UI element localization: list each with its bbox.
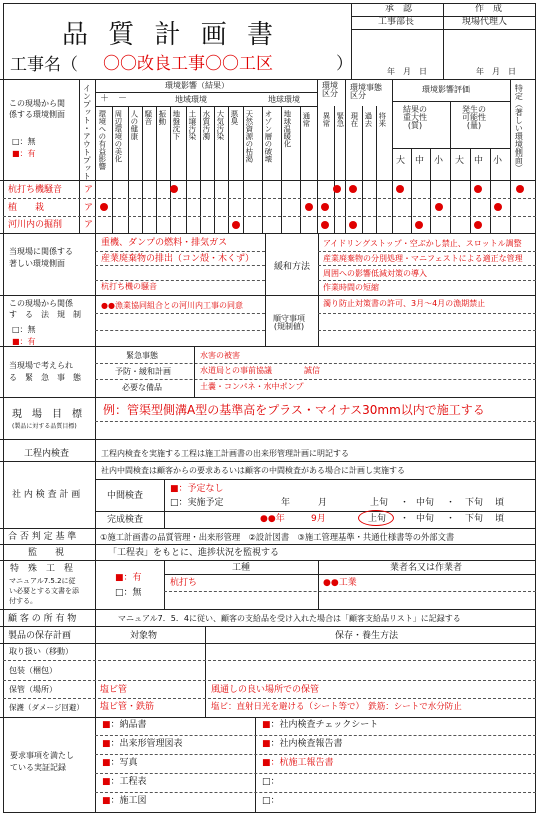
matrix-column-header: 緊急 — [335, 112, 345, 127]
goal-sep — [95, 397, 96, 439]
approval-divider-mid — [443, 3, 444, 79]
matrix-column-header: 振動 — [157, 110, 167, 125]
env-row-io-2: ア — [84, 220, 94, 230]
record-mark: ■ — [262, 720, 271, 730]
matrix-grid-line — [362, 106, 363, 233]
sig-mid-sep2 — [318, 233, 319, 295]
storage-sep2 — [205, 626, 206, 717]
law-dash-1 — [95, 313, 265, 314]
env-dot — [170, 185, 178, 193]
storage-row-label-2: 保管（場所） — [9, 685, 57, 694]
procedure-label: 順守事項 (規制値) — [273, 314, 305, 331]
internal-top: 社内中間検査は顧客からの要求あるいは顧客の中間検査がある場合に計画し実施する — [101, 466, 405, 475]
criteria-sep — [95, 528, 96, 544]
criteria-label: 合 否 判 定 基 準 — [8, 532, 77, 542]
matrix-column-header: 地球温暖化 — [282, 110, 292, 148]
process-label: 工程内検査 — [24, 449, 70, 459]
approval-divider-left — [351, 3, 352, 79]
final-month: 9月 — [311, 514, 326, 524]
special-sep2 — [164, 560, 165, 609]
matrix-grid-line — [490, 148, 491, 233]
mid-part-4: 下旬 — [465, 498, 484, 508]
special-note-1: マニュアル7.5.2に従 — [9, 577, 76, 585]
storage-head-line — [0, 643, 536, 644]
sig-item-2: 杭打ち機の騒音 — [101, 282, 157, 291]
sig-item-1: 産業廃棄物の排出（コン殻・木くず） — [101, 254, 255, 264]
creation-date: 年 月 日 — [476, 67, 516, 76]
mit-dash-2 — [318, 265, 536, 266]
goal-label: 現 場 目 標 — [12, 409, 82, 420]
creator-label: 現場代理人 — [462, 17, 508, 27]
env-global: 地球環境 — [268, 95, 300, 104]
record-text: ：施工図 — [110, 796, 147, 806]
env-likelihood: 発生の 可能性 (量) — [462, 105, 486, 130]
env-dot — [516, 185, 524, 193]
special-work: 杭打ち — [170, 578, 198, 588]
final-part-0: 上旬 — [368, 514, 387, 524]
special-none: □：無 — [115, 588, 142, 598]
sig-dash-1 — [95, 251, 265, 252]
record-text: ：納品書 — [110, 720, 147, 730]
record-mark: ■ — [102, 777, 111, 787]
emg-left-sep — [95, 346, 96, 397]
matrix-column-header: 地盤沈下 — [171, 110, 181, 140]
records-left-4 — [102, 797, 147, 806]
goal-bottom — [0, 439, 536, 440]
matrix-grid-line — [156, 106, 157, 233]
matrix-column-header: 環境への有益影響 — [97, 110, 107, 170]
env-scale-line — [392, 148, 510, 149]
final-part-3: ・ — [446, 514, 456, 524]
law-mid-sep2 — [318, 295, 319, 346]
env-special: 特定（著しい環境側面） — [514, 84, 524, 172]
matrix-column-header: 人の健康 — [129, 110, 139, 140]
record-text: ：杭施工報告書 — [270, 758, 334, 768]
record-mark: ■ — [102, 758, 111, 768]
env-col-sep-3 — [392, 79, 393, 233]
mitigation-1: 産業廃棄物の分別処理・マニフェストによる適正な管理 — [323, 254, 523, 263]
storage-dash-1 — [3, 660, 536, 661]
env-regulation: 環境事態 区分 — [350, 83, 382, 100]
process-text: 工程内検査を実施する工程は施工計画書の出来形管理計画に明記する — [101, 449, 349, 458]
scale-2: 小 — [434, 156, 444, 166]
sig-label-2: 著しい環境側面 — [9, 259, 65, 268]
env-dot — [474, 221, 482, 229]
record-text: ： — [270, 777, 280, 787]
final-inspection-label: 完成検査 — [107, 515, 144, 525]
env-row-name-1: 植 栽 — [8, 203, 45, 213]
storage-row-method-2: 風通しの良い場所での保管 — [211, 685, 320, 695]
mitigation-0: アイドリングストップ・空ぶかし禁止、スロットル調整 — [323, 239, 522, 248]
matrix-column-header: 天然資源の枯渇 — [244, 110, 254, 163]
goal-sub: (製品に対する品質目標) — [12, 423, 77, 430]
final-part-5: 頃 — [495, 514, 505, 524]
matrix-column-header: 過去 — [363, 112, 373, 127]
env-dot — [396, 185, 404, 193]
env-rows-bottom — [0, 233, 536, 234]
mit-dash-1 — [318, 251, 536, 252]
mit-dash-3 — [318, 280, 536, 281]
env-side-title-2: 係する環境側面 — [9, 110, 65, 119]
record-text: ：写真 — [110, 758, 138, 768]
criteria-bottom — [0, 544, 536, 545]
customer-label: 顧 客 の 所 有 物 — [8, 614, 77, 624]
final-year: ●●年 — [260, 514, 285, 524]
matrix-grid-line — [214, 106, 215, 233]
env-side-title-1: この現場から関 — [9, 99, 65, 108]
env-rows-top — [0, 180, 536, 181]
storage-col2: 保存・養生方法 — [335, 631, 399, 641]
law-left-sep — [95, 295, 96, 346]
records-right-4 — [262, 797, 280, 806]
env-severity: 結果の 重大性 (質) — [403, 105, 427, 130]
project-name: 〇〇改良工事〇〇工区 — [103, 54, 273, 74]
records-sep2 — [255, 717, 256, 813]
matrix-grid-line — [128, 106, 129, 233]
matrix-grid-line — [300, 106, 301, 233]
storage-row-label-3: 保護（ダメージ回避） — [9, 703, 84, 712]
env-assessment-line — [392, 101, 510, 102]
emg-item-0: 水害の被害 — [200, 351, 240, 360]
record-mark: ■ — [102, 739, 111, 749]
env-dot — [349, 185, 357, 193]
matrix-grid-line — [334, 106, 335, 233]
record-mark: ■ — [102, 796, 111, 806]
matrix-grid-line — [142, 106, 143, 233]
mid-part-2: 中旬 — [416, 498, 435, 508]
special-sep3 — [318, 560, 319, 609]
env-row-name-2: 河川内の掘削 — [8, 220, 63, 230]
env-col-sep-1 — [317, 79, 318, 233]
internal-sep — [95, 461, 96, 528]
proc-dash-1 — [318, 313, 536, 314]
storage-bottom — [0, 717, 536, 718]
records-left-2 — [102, 759, 138, 768]
records-dash-4 — [95, 792, 536, 793]
storage-row-method-3: 塩ビ：直射日光を避ける（シート等で） 鉄筋：シートで水分防止 — [211, 702, 462, 712]
env-cat: 環境 区分 — [322, 81, 338, 98]
env-col-io-right — [95, 79, 96, 233]
law-bottom — [0, 346, 536, 347]
env-side-none: □：無 — [12, 137, 36, 146]
env-col-io-left — [79, 79, 80, 233]
env-col-sep-5 — [510, 79, 511, 233]
scale-1: 中 — [415, 156, 425, 166]
internal-mid-line — [95, 511, 536, 512]
env-dot — [232, 221, 240, 229]
emg-sub-1: 予防・緩和計画 — [115, 367, 171, 376]
record-text: ： — [270, 796, 280, 806]
storage-sep1 — [95, 626, 96, 717]
records-dash-2 — [95, 754, 536, 755]
special-bottom — [0, 609, 536, 610]
emg-mid-sep — [194, 346, 195, 397]
matrix-grid-line — [470, 148, 471, 233]
env-dot — [474, 185, 482, 193]
scale-4: 中 — [474, 156, 484, 166]
approval-label: 承 認 — [385, 4, 413, 14]
storage-dash-3 — [3, 698, 536, 699]
matrix-grid-line — [112, 106, 113, 233]
env-row-sep-1 — [3, 198, 536, 199]
record-text: ：出来形管理図表 — [110, 739, 183, 749]
customer-sep — [95, 609, 96, 626]
emg-bottom — [0, 397, 536, 398]
record-mark: ■ — [102, 720, 111, 730]
goal-text: 例：管渠型側溝A型の基準高をプラス・マイナス30mm以内で施工する — [103, 403, 485, 417]
procedure-text: 濁り防止対策書の許可、3月～4月の漁期禁止 — [323, 299, 486, 308]
matrix-grid-line — [262, 106, 263, 233]
special-yes: ■：有 — [115, 573, 142, 583]
creation-label: 作 成 — [475, 4, 503, 14]
emg-sub-0: 緊急事態 — [126, 351, 158, 360]
matrix-grid-line — [411, 148, 412, 233]
storage-label: 製品の保存計画 — [8, 631, 72, 641]
mid-part-3: ・ — [446, 498, 456, 508]
matrix-grid-line — [170, 106, 171, 233]
records-right-1 — [262, 740, 343, 749]
records-label-1: 要求事項を満たし — [10, 751, 74, 760]
scale-3: 大 — [455, 156, 465, 166]
mitigation-3: 作業時間の短縮 — [323, 283, 379, 292]
emg-sub-2: 必要な備品 — [122, 383, 162, 392]
sig-mid-sep — [265, 233, 266, 295]
env-dot — [435, 203, 443, 211]
env-impact-header: 環境影響（結果） — [165, 81, 229, 90]
records-left-0 — [102, 721, 147, 730]
final-part-4: 下旬 — [465, 514, 484, 524]
env-dot — [305, 203, 313, 211]
mid-plan-do: □：実施予定 — [170, 498, 224, 508]
mitigation-2: 周囲への影響低減対策の導入 — [323, 269, 427, 278]
env-side-yes: ■：有 — [12, 149, 36, 158]
env-dot — [415, 221, 423, 229]
special-sep — [95, 560, 96, 609]
emg-item-1: 水道局との事前協議 誠信 — [200, 366, 320, 375]
mid-part-5: 頃 — [495, 498, 505, 508]
record-text: ：社内検査チェックシート — [270, 720, 379, 730]
customer-bottom — [0, 626, 536, 627]
matrix-grid-line — [228, 106, 229, 233]
special-col2: 業者名又は作業者 — [390, 563, 463, 573]
sig-label-1: 当現場に関係する — [9, 247, 73, 256]
mid-part-0: 上旬 — [370, 498, 389, 508]
records-label-2: ている実証記録 — [10, 763, 66, 772]
matrix-grid-line — [376, 106, 377, 233]
env-row-name-0: 杭打ち機騒音 — [8, 185, 63, 195]
env-col-sep-2 — [345, 79, 346, 233]
env-ground: 地域環境 — [175, 95, 207, 104]
emergency-label-1: 当現場で考えられ — [9, 361, 73, 370]
record-mark: ■ — [262, 758, 271, 768]
storage-col1: 対象物 — [130, 631, 158, 641]
matrix-grid-line — [243, 106, 244, 233]
record-mark: ■ — [262, 739, 271, 749]
env-dot — [100, 203, 108, 211]
record-mark: □ — [262, 777, 271, 787]
mid-inspection-label: 中間検査 — [107, 491, 144, 501]
law-item: ●●漁業協同組合との河川内工事の同意 — [101, 301, 243, 310]
records-right-3 — [262, 778, 280, 787]
records-dash-1 — [95, 735, 536, 736]
matrix-column-header: 将来 — [377, 112, 387, 127]
goal-dash — [95, 421, 536, 422]
monitor-bottom — [0, 560, 536, 561]
emergency-label-2: る 緊 急 事 態 — [9, 373, 81, 382]
monitor-text: 「工程表」をもとに、進捗状況を監視する — [108, 548, 280, 558]
sig-dash-2 — [95, 265, 265, 266]
internal-label: 社 内 検 査 計 画 — [12, 490, 81, 500]
records-dash-3 — [95, 773, 536, 774]
storage-dash-2 — [3, 680, 536, 681]
internal-top-line — [95, 479, 536, 480]
storage-row-obj-2: 塩ビ管 — [100, 685, 128, 695]
law-yes: ■：有 — [12, 337, 36, 346]
matrix-grid-line — [200, 106, 201, 233]
law-label-1: この現場から関係 — [9, 299, 73, 308]
matrix-column-header: オゾン層の破壊 — [263, 110, 273, 163]
project-label: 工事名（ — [10, 55, 78, 75]
sig-dash-3 — [95, 280, 265, 281]
scale-0: 大 — [396, 156, 406, 166]
final-part-2: 中旬 — [416, 514, 435, 524]
mid-month: 月 — [318, 498, 328, 508]
env-dot — [494, 203, 502, 211]
law-mid-sep — [265, 295, 266, 346]
special-label: 特 殊 工 程 — [10, 564, 74, 574]
special-dash-1 — [164, 591, 536, 592]
monitor-label: 監 視 — [28, 548, 65, 558]
env-dot — [349, 221, 357, 229]
records-right-2 — [262, 759, 334, 768]
env-dot — [333, 185, 341, 193]
special-note-2: い必要とする文書を添 — [9, 587, 79, 595]
records-left-1 — [102, 740, 183, 749]
monitor-sep — [95, 544, 96, 560]
criteria-text: ①施工計画書の品質管理・出来形管理 ②設計図書 ③施工管理基準・共通仕様書等の外部文書 — [100, 532, 455, 542]
records-left-3 — [102, 778, 147, 787]
sig-bottom — [0, 295, 536, 296]
mid-part-1: ・ — [400, 498, 410, 508]
law-dash-2 — [95, 330, 265, 331]
record-text: ：社内検査報告書 — [270, 739, 343, 749]
law-label-2: す る 法 規 制 — [9, 310, 81, 319]
emg-dash-1 — [95, 363, 536, 364]
special-note-3: 付する。 — [9, 597, 37, 605]
internal-mid-sep — [164, 479, 165, 528]
env-io-label: インプット・アウトプット — [82, 84, 92, 180]
scale-5: 小 — [493, 156, 503, 166]
env-impact-line — [95, 92, 317, 93]
matrix-grid-line — [281, 106, 282, 233]
matrix-column-header: 通常 — [301, 112, 311, 127]
proc-dash-2 — [318, 330, 536, 331]
special-vendor: ●●工業 — [323, 578, 357, 588]
record-mark: □ — [262, 796, 271, 806]
special-head-line — [164, 574, 536, 575]
env-plus: ＋ — [100, 94, 110, 104]
matrix-column-header: 大気汚染 — [215, 110, 225, 140]
storage-row-label-1: 包装（梱包） — [9, 666, 57, 675]
process-sep — [95, 439, 96, 461]
special-col1: 工種 — [232, 563, 251, 573]
matrix-grid-line — [186, 106, 187, 233]
env-col-sep-4 — [450, 101, 451, 233]
matrix-column-header: 異常 — [321, 112, 331, 127]
customer-text: マニュアル7．5．4に従い、顧客の支給品を受け入れた場合は「顧客支給品リスト」に記録する — [118, 614, 461, 623]
page-title: 品 質 計 画 書 — [62, 20, 280, 50]
record-text: ：工程表 — [110, 777, 147, 787]
matrix-column-header: 現在 — [349, 112, 359, 127]
approval-row-line3 — [0, 79, 536, 80]
storage-row-label-0: 取り扱い（移動） — [9, 647, 73, 656]
mid-plan-none: ■：予定なし — [170, 484, 224, 494]
env-minus: － — [118, 94, 128, 104]
env-row-sep-2 — [3, 216, 536, 217]
approver-label: 工事部長 — [378, 17, 415, 27]
mid-year: 年 — [281, 498, 291, 508]
env-assessment: 環境影響評価 — [422, 85, 470, 94]
matrix-column-header: 悪臭 — [229, 110, 239, 125]
matrix-grid-line — [430, 148, 431, 233]
storage-row-obj-3: 塩ビ管・鉄筋 — [100, 702, 155, 712]
env-dot — [321, 221, 329, 229]
emg-dash-2 — [95, 379, 536, 380]
internal-bottom — [0, 528, 536, 529]
mitigation-label: 緩和方法 — [274, 262, 311, 272]
sig-left-sep — [95, 233, 96, 295]
law-none: □：無 — [12, 325, 36, 334]
sig-item-0: 重機、ダンプの燃料・排気ガス — [101, 238, 228, 248]
approval-row-line2 — [351, 29, 536, 30]
matrix-column-header: 周辺環境の美化 — [113, 110, 123, 163]
matrix-column-header: 水質汚濁 — [201, 110, 211, 140]
project-close: ） — [336, 54, 353, 74]
approval-date: 年 月 日 — [387, 67, 427, 76]
env-dot — [321, 203, 329, 211]
records-sep1 — [95, 717, 96, 813]
env-row-io-0: ア — [84, 185, 94, 195]
matrix-column-header: 騒音 — [143, 110, 153, 125]
matrix-column-header: 土壌汚染 — [187, 110, 197, 140]
emg-item-2: 土嚢・コンパネ・水中ポンプ — [200, 382, 304, 391]
records-right-0 — [262, 721, 378, 730]
process-bottom — [0, 461, 536, 462]
env-row-io-1: ア — [84, 203, 94, 213]
final-part-1: ・ — [400, 514, 410, 524]
